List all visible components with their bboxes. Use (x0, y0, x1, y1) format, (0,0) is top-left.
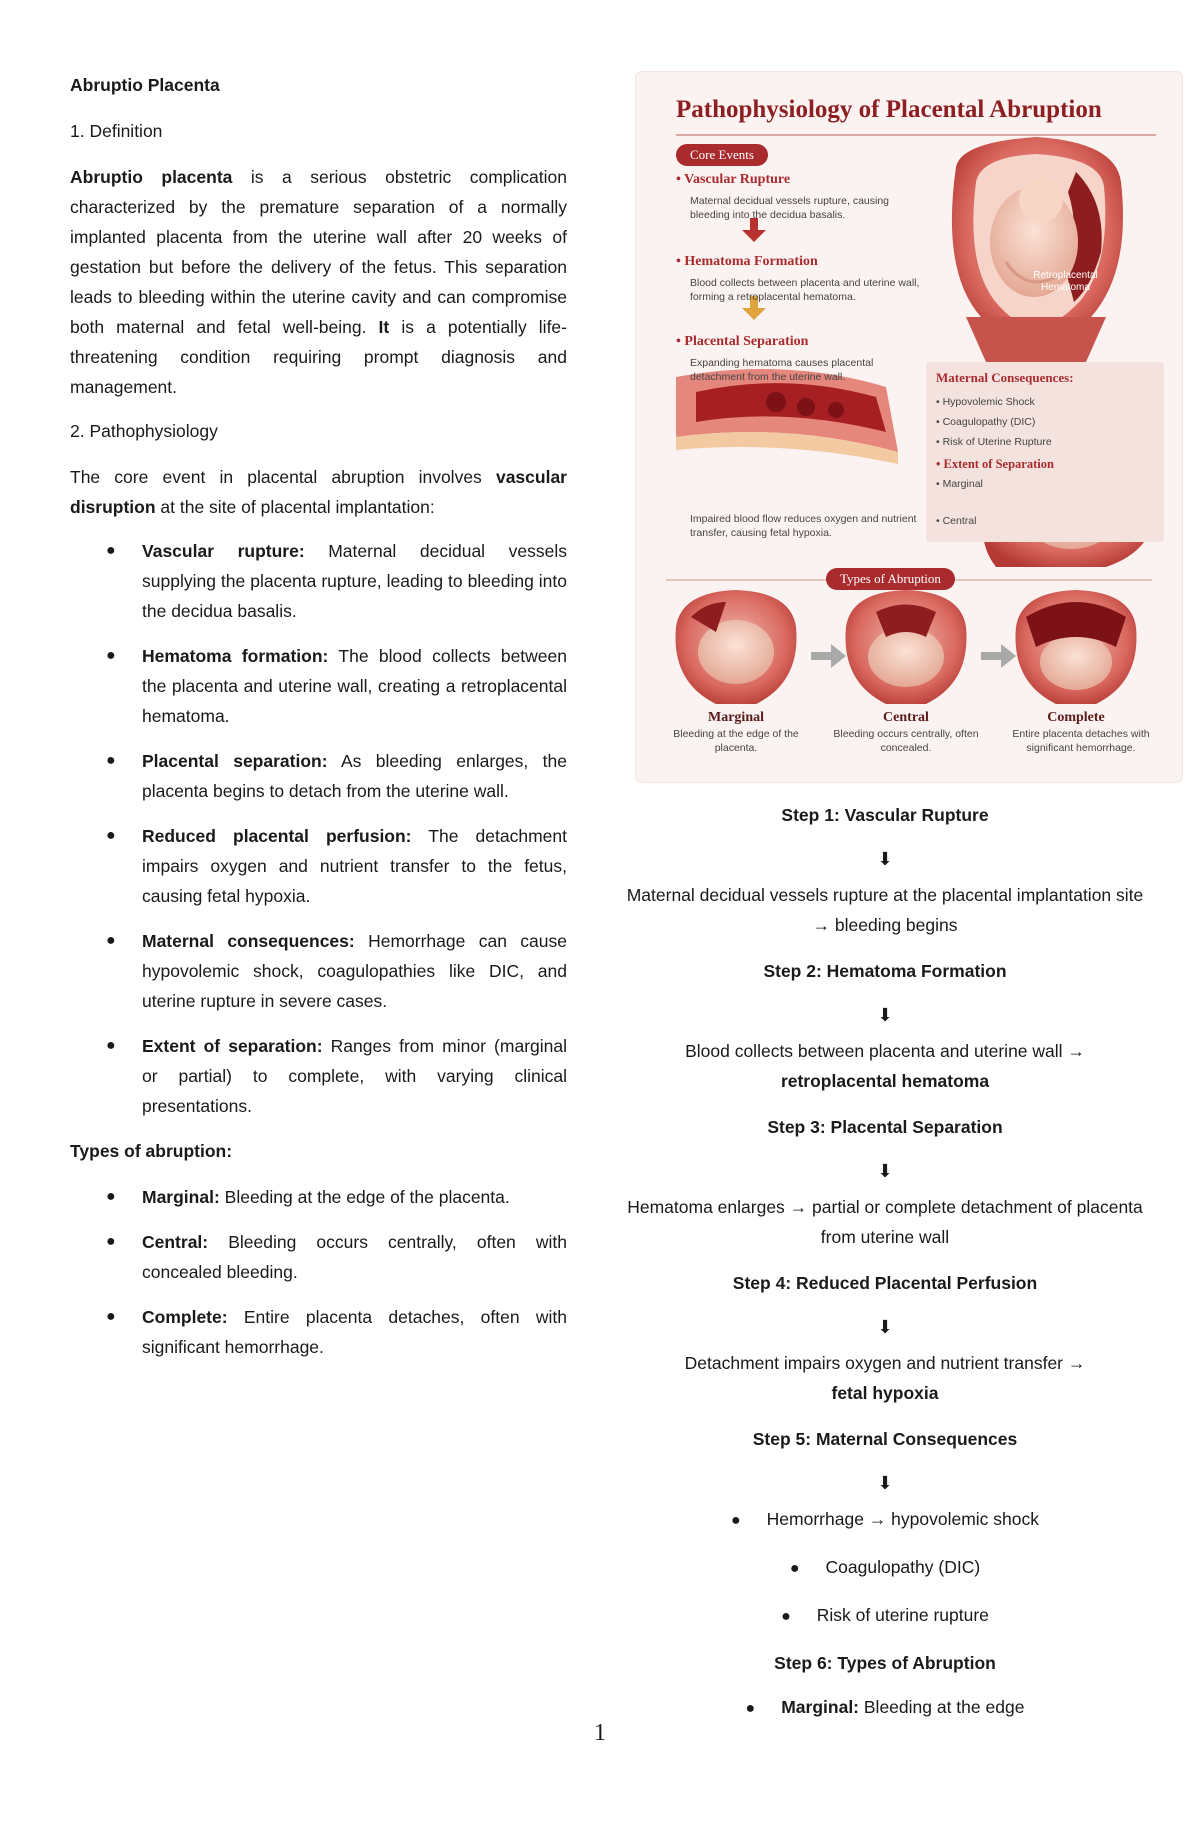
list-item: • Coagulopathy (DIC) (936, 416, 1036, 428)
desc-bold: retroplacental hematoma (780, 1071, 990, 1091)
list-item (70, 1031, 567, 1121)
flowchart (620, 800, 1150, 1740)
bullet-icon: ● (745, 1700, 756, 1717)
type-desc: Entire placenta detaches with significant hemorrhage. (1012, 728, 1150, 754)
type-central-illustration (846, 590, 967, 704)
step-2-title: Step 2: Hematoma Formation (763, 961, 1007, 981)
type-label: Central (883, 710, 929, 725)
step-3-title: Step 3: Placental Separation (767, 1117, 1003, 1137)
types-of-abruption-pill: Types of Abruption (826, 568, 955, 590)
down-arrow-icon: ⬇ (877, 1317, 893, 1337)
maternal-list (936, 392, 1156, 452)
bullet-icon: ● (730, 1512, 741, 1529)
hypoxia-text: Impaired blood flow reduces oxygen and nutrient transfer, causing fetal hypoxia. (690, 513, 917, 539)
step-4-desc (620, 1348, 1150, 1408)
list-item (620, 1504, 1150, 1536)
item-label: Maternal consequences: (142, 931, 355, 951)
event-title-text: Placental Separation (684, 334, 809, 349)
type-marginal-illustration (676, 590, 797, 704)
step-6-title: Step 6: Types of Abruption (774, 1653, 996, 1673)
pathophysiology-infographic (636, 72, 1182, 782)
item-label: Hematoma formation: (142, 646, 329, 666)
definition-paragraph (70, 162, 567, 402)
definition-term: Abruptio placenta (70, 167, 233, 187)
document-title: Abruptio Placenta (70, 75, 220, 95)
maternal-title: Maternal Consequences: (936, 370, 1074, 385)
item-text: Hemorrhage can cause hypovolemic shock, coagulopathies like DIC, and uterine rupture in severe cases. (142, 931, 567, 1011)
step-4-title: Step 4: Reduced Placental Perfusion (732, 1273, 1038, 1293)
list-item (70, 746, 567, 806)
step-1-title: Step 1: Vascular Rupture (781, 805, 989, 825)
bullet-icon: ● (106, 647, 116, 664)
event-title-text: Hematoma Formation (684, 254, 818, 269)
bullet-icon: ● (789, 1560, 800, 1577)
item-text: Bleeding at the edge (859, 1697, 1025, 1717)
list-item (70, 1227, 567, 1287)
bullet-icon: ● (106, 932, 116, 949)
list-item (70, 1182, 567, 1212)
core-events-pill: Core Events (676, 144, 768, 166)
event-text: Maternal decidual vessels rupture, causing bleeding into the decidua basalis. (690, 195, 890, 221)
title-divider (676, 134, 1156, 136)
desc-bold: fetal hypoxia (831, 1383, 939, 1403)
bullet-icon: ● (781, 1608, 791, 1625)
event-title: • Hematoma Formation (676, 254, 818, 269)
pathophysiology-list (70, 536, 567, 1121)
item-label: Marginal: (142, 1187, 220, 1207)
step-2-desc (620, 1036, 1150, 1096)
item-text: Ranges from minor (marginal or partial) to complete, with varying clinical presentations. (142, 1036, 567, 1116)
item-text: Central (942, 515, 977, 527)
item-label: Reduced placental perfusion: (142, 826, 412, 846)
item-text: Risk of Uterine Rupture (942, 436, 1052, 448)
infographic-title: Pathophysiology of Placental Abruption (676, 96, 1102, 123)
item-text: Coagulopathy (DIC) (825, 1557, 981, 1577)
bullet-icon: ● (106, 1188, 116, 1205)
item-text: Bleeding at the edge of the placenta. (219, 1187, 510, 1207)
step-3-desc: Hematoma enlarges → partial or complete detachment of placenta from uterine wall (627, 1197, 1143, 1247)
item-text: Entire placenta detaches, often with significant hemorrhage. (142, 1307, 567, 1357)
bullet-icon: ● (106, 1233, 116, 1250)
item-text: The detachment impairs oxygen and nutrient transfer to the fetus, causing fetal hypoxia. (142, 826, 567, 906)
left-column (70, 70, 567, 1377)
event-text: Expanding hematoma causes placental detachment from the uterine wall. (690, 357, 874, 383)
definition-text-2: is a potentially life-threatening condition requiring prompt diagnosis and management. (70, 317, 567, 397)
event-title: • Placental Separation (676, 334, 809, 349)
event-title: • Vascular Rupture (676, 172, 791, 187)
item-label: Marginal: (781, 1697, 860, 1717)
event-text: Blood collects between placenta and uterine wall, forming a retroplacental hematoma. (690, 277, 920, 303)
item-text: Risk of uterine rupture (816, 1605, 989, 1625)
bullet-icon: ● (106, 542, 116, 559)
item-text: Coagulopathy (DIC) (942, 416, 1036, 428)
extent-item: • Marginal (936, 478, 983, 490)
item-text: The blood collects between the placenta and uterine wall, creating a retroplacental hematoma. (142, 646, 567, 726)
types-list (70, 1182, 567, 1362)
item-label: Placental separation: (142, 751, 328, 771)
step-1-desc: Maternal decidual vessels rupture at the placental implantation site → bleeding begins (626, 885, 1144, 935)
types-heading: Types of abruption: (70, 1141, 233, 1161)
down-arrow-icon: ⬇ (877, 1161, 893, 1181)
main-uterus-illustration (952, 137, 1123, 362)
event-title-text: Vascular Rupture (684, 172, 791, 187)
desc-text: Detachment impairs oxygen and nutrient transfer → (684, 1353, 1086, 1373)
list-item: • Hypovolemic Shock (936, 396, 1035, 408)
bullet-icon: ● (106, 1037, 116, 1054)
type-label: Marginal (708, 710, 764, 725)
bullet-icon: ● (106, 827, 116, 844)
bullet-icon: ● (106, 1308, 116, 1325)
definition-text: is a serious obstetric complication characterized by the premature separation of a normally implanted placenta from the uterine wall after 20 weeks of gestation but before the delivery of the fetus. This separation leads to bleeding within the uterine cavity and can compromise both maternal and fetal well-being. (70, 167, 568, 337)
item-label: Complete: (142, 1307, 228, 1327)
pathophysiology-intro (70, 462, 567, 522)
list-item (620, 1552, 1150, 1584)
section-pathophysiology-heading: 2. Pathophysiology (70, 421, 218, 441)
item-text: As bleeding enlarges, the placenta begins to detach from the uterine wall. (142, 751, 567, 801)
item-text: Bleeding occurs centrally, often with concealed bleeding. (142, 1232, 567, 1282)
item-text: Maternal decidual vessels supplying the placenta rupture, leading to bleeding into the decidua basalis. (142, 541, 567, 621)
list-item (70, 536, 567, 626)
item-text: Hypovolemic Shock (942, 396, 1035, 408)
section-definition-heading: 1. Definition (70, 121, 163, 141)
type-complete-illustration (1016, 590, 1137, 704)
desc-text: Blood collects between placenta and uterine wall → (685, 1041, 1085, 1061)
retroplacental-label: Retroplacental Hematoma (1033, 270, 1098, 293)
extent-title: • Extent of Separation (936, 457, 1054, 471)
down-arrow-icon: ⬇ (877, 1005, 893, 1025)
bullet-icon: ● (106, 752, 116, 769)
list-item (70, 641, 567, 731)
list-item (70, 821, 567, 911)
item-label: Central: (142, 1232, 209, 1252)
down-arrow-icon: ⬇ (877, 1473, 893, 1493)
extent-item: • Central (936, 515, 977, 527)
type-label: Complete (1047, 710, 1105, 725)
list-item (620, 1600, 1150, 1632)
step-5-title: Step 5: Maternal Consequences (752, 1429, 1018, 1449)
extent-title-text: Extent of Separation (943, 457, 1054, 471)
item-label: Extent of separation: (142, 1036, 323, 1056)
definition-it: It (378, 317, 390, 337)
item-label: Vascular rupture: (142, 541, 305, 561)
intro-post: at the site of placental implantation: (155, 497, 435, 517)
intro-bold: vascular disruption (70, 467, 567, 517)
list-item (70, 1302, 567, 1362)
list-item: • Risk of Uterine Rupture (936, 436, 1052, 448)
type-desc: Bleeding at the edge of the placenta. (673, 728, 799, 754)
type-desc: Bleeding occurs centrally, often concealed. (833, 728, 979, 754)
page-number: 1 (594, 1720, 606, 1746)
down-arrow-icon: ⬇ (877, 849, 893, 869)
right-arrow-icon (811, 644, 846, 668)
right-arrow-icon (981, 644, 1016, 668)
intro-pre: The core event in placental abruption involves (70, 467, 496, 487)
item-text: Hemorrhage → hypovolemic shock (766, 1509, 1039, 1529)
item-text: Marginal (942, 478, 983, 490)
list-item (70, 926, 567, 1016)
